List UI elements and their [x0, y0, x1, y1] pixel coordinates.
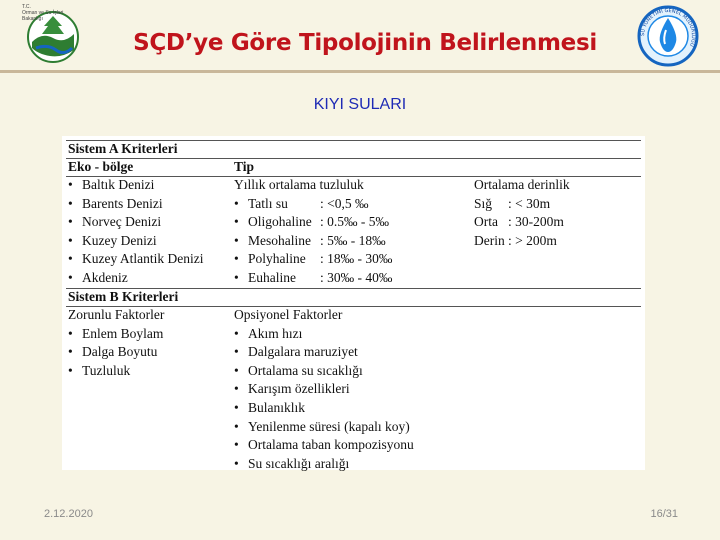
optional-factor-list: [234, 306, 414, 473]
list-item: • Norveç Denizi: [68, 214, 162, 230]
list-item: • Tuzluluk: [68, 362, 131, 378]
slide-subtitle: KIYI SULARI: [313, 96, 407, 113]
header-divider: [0, 70, 720, 73]
type-header: Tip: [234, 159, 255, 174]
system-b-header: Sistem B Kriterleri: [68, 289, 179, 304]
list-item: • Tatlı su : <0,5 ‰: [234, 195, 369, 211]
ministry-logo-icon: [22, 4, 84, 66]
list-item: Sığ : < 30m: [474, 195, 551, 211]
depth-list: [474, 176, 570, 250]
list-item: • Euhaline : 30‰ - 40‰: [234, 269, 393, 285]
water-drop-logo-icon: [636, 4, 700, 68]
mandatory-header: Zorunlu Faktorler: [68, 307, 165, 322]
salinity-list: [234, 176, 392, 288]
list-item: • Kuzey Denizi: [68, 232, 157, 248]
logo-left-line: Bakanlığı: [22, 16, 43, 22]
list-item: • Dalgalara maruziyet: [234, 344, 358, 360]
list-item: • Bulanıklık: [234, 399, 305, 415]
eco-region-list: [68, 176, 203, 288]
page-number: 16/31: [650, 508, 678, 520]
system-a-header: Sistem A Kriterleri: [68, 141, 178, 156]
footer-date: 2.12.2020: [44, 508, 93, 520]
list-item: • Karışım özellikleri: [234, 381, 350, 397]
salinity-header: Yıllık ortalama tuzluluk: [234, 177, 364, 192]
list-item: • Dalga Boyutu: [68, 344, 158, 360]
optional-header: Opsiyonel Faktorler: [234, 307, 343, 322]
list-item: • Oligohaline : 0.5‰ - 5‰: [234, 214, 389, 230]
table-rule: [66, 158, 641, 159]
mandatory-factor-list: [68, 306, 164, 380]
list-item: • Mesohaline : 5‰ - 18‰: [234, 232, 386, 248]
list-item: • Baltık Denizi: [68, 177, 155, 192]
list-item: Derin : > 200m: [474, 232, 557, 248]
slide-title: SÇD’ye Göre Tipolojinin Belirlenmesi: [133, 30, 597, 56]
list-item: • Ortalama taban kompozisyonu: [234, 437, 414, 453]
list-item: • Yenilenme süresi (kapalı koy): [234, 418, 410, 434]
list-item: • Su sıcaklığı aralığı: [234, 455, 350, 471]
list-item: • Akım hızı: [234, 325, 303, 341]
depth-header: Ortalama derinlik: [474, 177, 570, 192]
logo-left-line: T.C.: [22, 4, 31, 10]
logo-right-text: SU YÖNETİMİ GENEL MÜDÜRLÜĞÜ: [639, 7, 697, 48]
logo-left-line: Orman ve Su İşleri: [22, 10, 64, 16]
list-item: • Kuzey Atlantik Denizi: [68, 251, 204, 267]
list-item: • Polyhaline : 18‰ - 30‰: [234, 251, 393, 267]
eco-region-header: Eko - bölge: [68, 159, 134, 174]
list-item: • Ortalama su sıcaklığı: [234, 362, 363, 378]
list-item: • Enlem Boylam: [68, 325, 164, 341]
typology-table: [62, 136, 645, 470]
list-item: • Barents Denizi: [68, 195, 163, 211]
list-item: Orta : 30-200m: [474, 214, 564, 230]
list-item: • Akdeniz: [68, 269, 128, 285]
